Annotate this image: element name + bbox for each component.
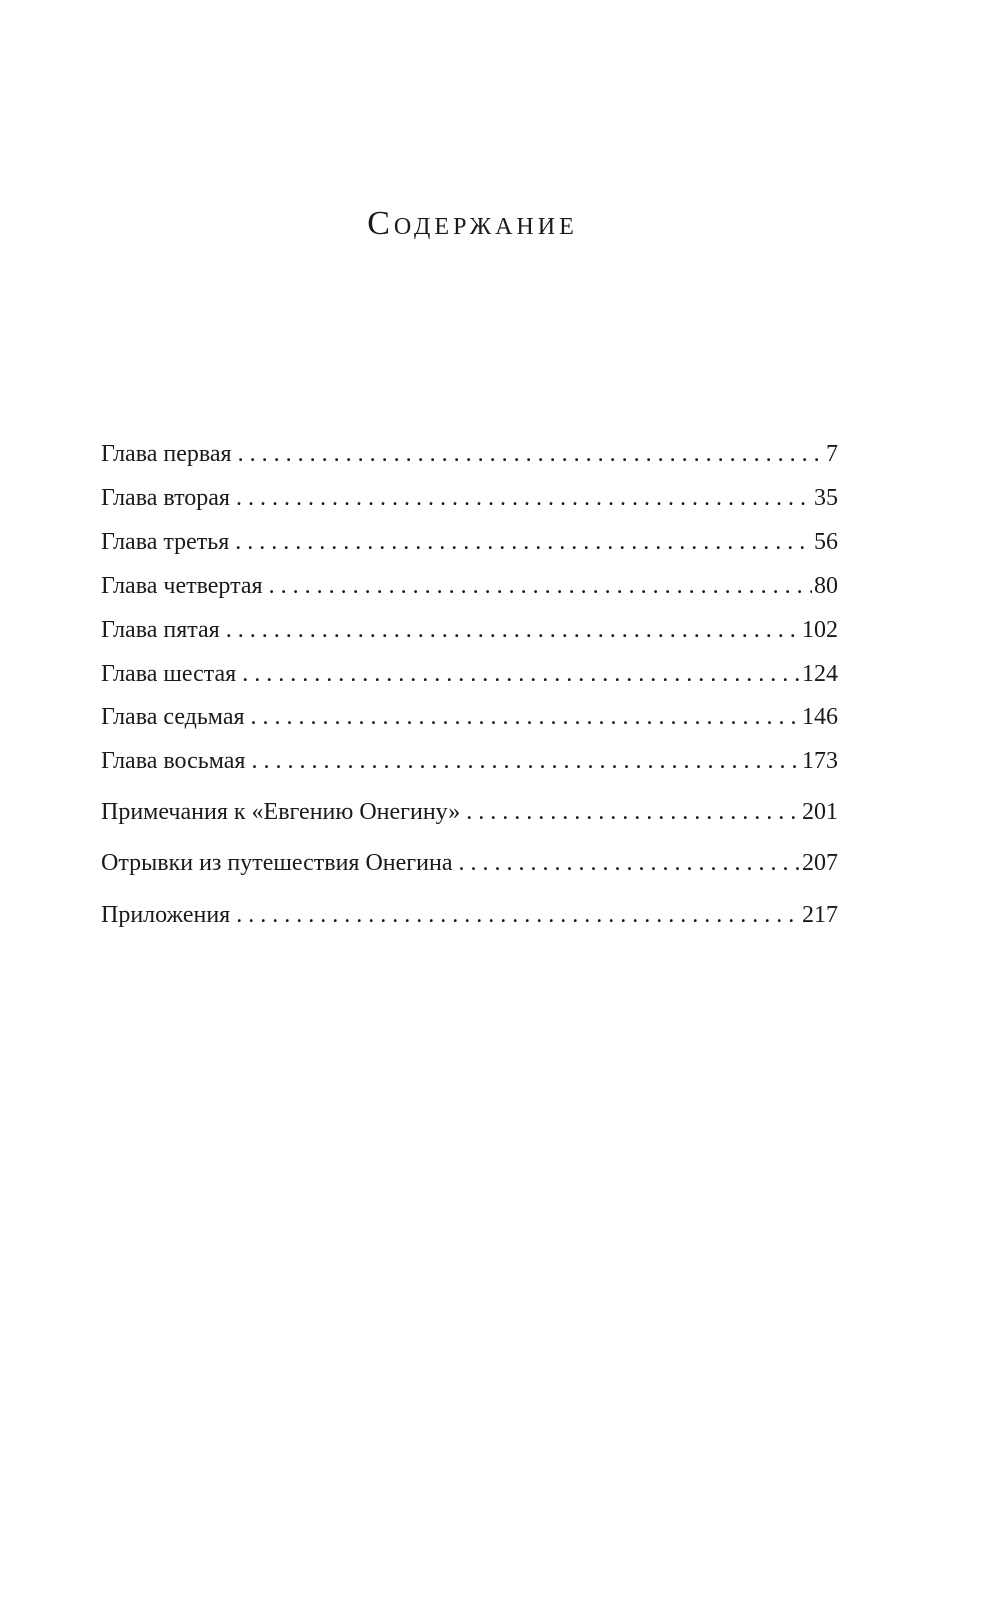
toc-entry-chapter-3[interactable] (101, 525, 838, 559)
toc-entry-label: Глава вторая (101, 481, 236, 515)
toc-entry-page-number: 124 (800, 657, 838, 691)
toc-entry-label: Глава третья (101, 525, 235, 559)
dot-leader (236, 481, 812, 515)
toc-entry-label: Глава шестая (101, 657, 242, 691)
toc-entry-chapter-5[interactable] (101, 613, 838, 647)
toc-entry-page-number: 7 (824, 437, 838, 471)
toc-entry-page-number: 217 (800, 898, 838, 932)
dot-leader (238, 437, 824, 471)
toc-entry-page-number: 102 (800, 613, 838, 647)
toc-entry-excerpts[interactable] (101, 846, 838, 880)
dot-leader (458, 846, 800, 880)
toc-entry-chapter-4[interactable] (101, 569, 838, 603)
toc-entry-label: Глава четвертая (101, 569, 269, 603)
toc-entry-page-number: 35 (812, 481, 838, 515)
dot-leader (466, 795, 800, 829)
toc-entry-label: Глава восьмая (101, 744, 251, 778)
toc-entry-page-number: 146 (800, 700, 838, 734)
toc-entry-chapter-6[interactable] (101, 657, 838, 691)
dot-leader (269, 569, 812, 603)
toc-entry-page-number: 201 (800, 795, 838, 829)
toc-entry-chapter-2[interactable] (101, 481, 838, 515)
toc-entry-chapter-8[interactable] (101, 744, 838, 778)
page-title: Содержание (367, 205, 578, 242)
toc-entry-page-number: 207 (800, 846, 838, 880)
toc-entry-notes[interactable] (101, 795, 838, 829)
toc-entry-label: Отрывки из путешествия Онегина (101, 846, 458, 880)
dot-leader (226, 613, 800, 647)
dot-leader (235, 525, 812, 559)
toc-entry-label: Примечания к «Евгению Онегину» (101, 795, 466, 829)
toc-entry-label: Глава седьмая (101, 700, 251, 734)
toc-entry-page-number: 80 (812, 569, 838, 603)
toc-entry-page-number: 56 (812, 525, 838, 559)
toc-entry-label: Глава первая (101, 437, 238, 471)
dot-leader (236, 898, 800, 932)
toc-entry-page-number: 173 (800, 744, 838, 778)
dot-leader (242, 657, 800, 691)
toc-entry-chapter-1[interactable] (101, 437, 838, 471)
toc-entry-chapter-7[interactable] (101, 700, 838, 734)
toc-entry-label: Глава пятая (101, 613, 226, 647)
toc-entry-label: Приложения (101, 898, 236, 932)
dot-leader (251, 700, 800, 734)
dot-leader (251, 744, 800, 778)
toc-entry-appendices[interactable] (101, 898, 838, 932)
